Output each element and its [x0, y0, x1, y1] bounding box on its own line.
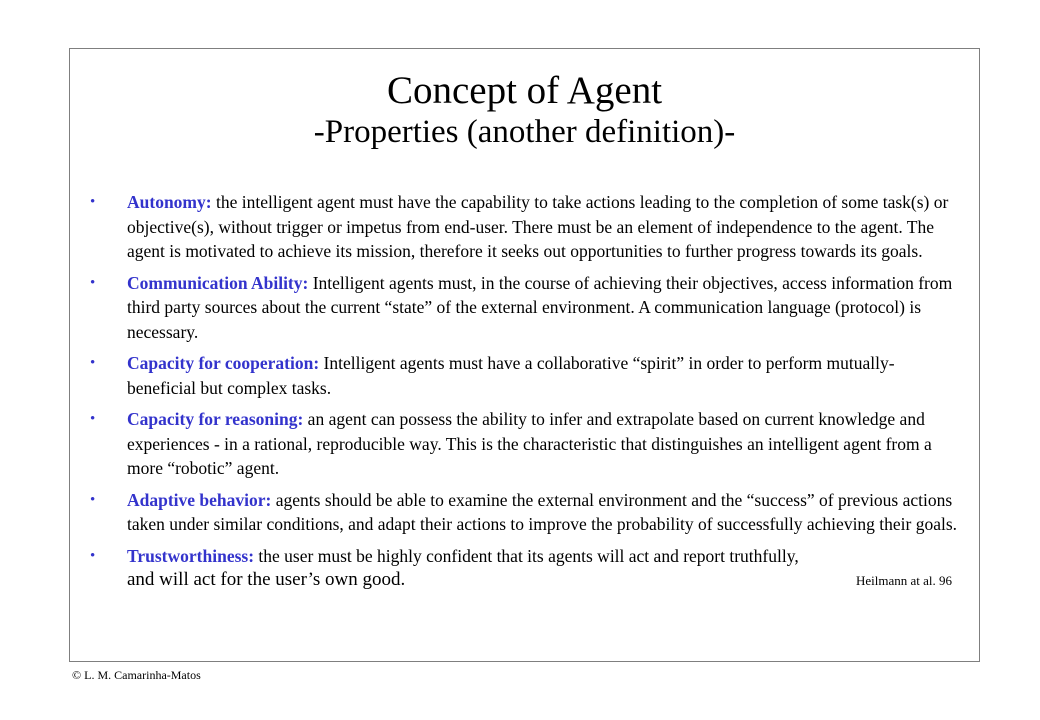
term-description: Intelligent agents must, in the course of achieving their objectives, access information from third party sources about the current “state” of the external environment. A communication language (protocol) is necessary.: [127, 272, 953, 342]
bullet-icon: •: [90, 491, 96, 508]
term-label: Trustworthiness:: [127, 545, 255, 566]
term-description: the intelligent agent must have the capability to take actions leading to the completion of some task(s) or objective(s), without trigger or impetus from end-user. There must be an element of independence to the agent. The agent is motivated to achieve its mission, therefore it seeks out opportunities to further progress towards its goals.: [127, 192, 949, 261]
property-list: [90, 190, 960, 601]
term-label: Communication Ability:: [127, 272, 309, 293]
list-item-communication: [90, 271, 960, 345]
slide-subtitle: -Properties (another definition)-: [313, 114, 736, 150]
bullet-icon: •: [90, 547, 96, 564]
term-description: agents should be able to examine the external environment and the “success” of previous actions taken under similar conditions, and adapt their actions to improve the probability of successfully achieving their goals.: [127, 489, 958, 534]
list-item-reasoning: [90, 407, 960, 481]
list-item-trustworthiness: [90, 544, 960, 594]
term-description-end: and will act for the user’s own good.: [127, 569, 406, 590]
list-item-adaptive: [90, 488, 960, 537]
citation: Heilmann at al. 96: [855, 573, 952, 588]
bullet-icon: •: [90, 274, 96, 291]
term-label: Capacity for cooperation:: [127, 353, 320, 373]
title-block: [69, 70, 980, 152]
slide-title: Concept of Agent: [386, 69, 663, 112]
bullet-icon: •: [90, 355, 96, 371]
term-label: Adaptive behavior:: [127, 489, 272, 510]
copyright-footer: © L. M. Camarinha-Matos: [72, 668, 201, 682]
last-line: [127, 568, 960, 594]
bullet-icon: •: [90, 411, 96, 427]
term-description: Intelligent agents must have a collaborative “spirit” in order to perform mutually-beneficial but complex tasks.: [127, 353, 895, 398]
term-label: Capacity for reasoning:: [127, 409, 304, 429]
term-description: the user must be highly confident that its agents will act and report truthfully,: [254, 545, 799, 566]
list-item-cooperation: [90, 351, 960, 400]
list-item-autonomy: [90, 190, 960, 264]
bullet-icon: •: [90, 194, 96, 210]
term-description: an agent can possess the ability to infer and extrapolate based on current knowledge and experiences - in a rational, reproducible way. This is the characteristic that distinguishes an intelligent agent from a more “robotic” agent.: [127, 409, 932, 478]
term-label: Autonomy:: [127, 192, 212, 212]
